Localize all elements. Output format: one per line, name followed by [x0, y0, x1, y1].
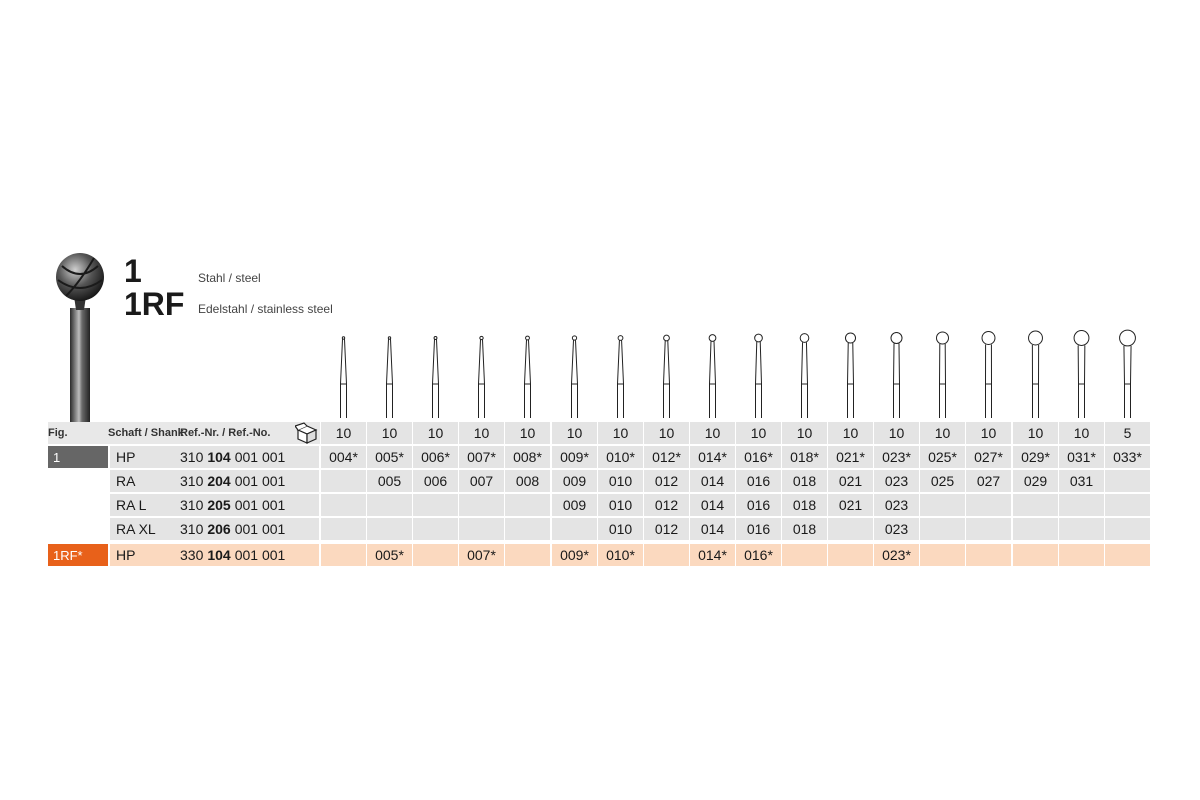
size-cell: 012*	[644, 446, 689, 468]
ref-ref-bold: 104	[207, 449, 231, 465]
size-cell	[1013, 494, 1058, 516]
size-cell: 023	[874, 518, 919, 540]
size-cell	[413, 494, 458, 516]
material-steel-label: Stahl / steel	[198, 271, 261, 285]
product-number: 1	[124, 253, 142, 289]
size-cell	[459, 518, 504, 540]
size-cell	[828, 518, 873, 540]
bur-drawing	[845, 333, 855, 418]
size-cell: 027*	[966, 446, 1011, 468]
ref-ref-post: 001 001	[234, 547, 286, 563]
size-cell: 023*	[874, 446, 919, 468]
ref-ref-bold: 104	[207, 547, 231, 563]
size-cell: 021	[828, 494, 873, 516]
size-cell	[505, 544, 550, 566]
bur-drawing	[1120, 330, 1136, 418]
size-cell	[1105, 470, 1150, 492]
bur-drawing	[982, 332, 995, 418]
ref-ref-bold: 206	[207, 521, 231, 537]
size-cell	[321, 544, 366, 566]
ref-ref-pre: 310	[180, 521, 204, 537]
size-cell: 027	[966, 470, 1011, 492]
size-cell	[459, 494, 504, 516]
size-cell: 012	[644, 518, 689, 540]
size-cell: 033*	[1105, 446, 1150, 468]
size-cell: 016*	[736, 544, 781, 566]
pack-size-cell: 10	[598, 422, 643, 444]
header-shank: Schaft / Shank	[108, 427, 184, 439]
size-cell	[782, 544, 827, 566]
shank-cell: HP	[110, 446, 176, 468]
size-cell: 007*	[459, 446, 504, 468]
size-cell: 009*	[552, 446, 597, 468]
header-ref: Ref.-Nr. / Ref.-No.	[180, 427, 271, 439]
size-cell: 009	[552, 470, 597, 492]
bur-drawing	[800, 334, 809, 418]
ref-ref-pre: 310	[180, 449, 204, 465]
pack-size-cell: 10	[367, 422, 412, 444]
size-cell: 010	[598, 494, 643, 516]
pack-size-cell: 5	[1105, 422, 1150, 444]
material-stainless-label: Edelstahl / stainless steel	[198, 302, 333, 316]
pack-size-cell: 10	[920, 422, 965, 444]
size-cell: 016	[736, 518, 781, 540]
size-cell: 014	[690, 494, 735, 516]
size-cell: 010*	[598, 544, 643, 566]
shank-cell: HP	[110, 544, 176, 566]
size-cell: 018*	[782, 446, 827, 468]
size-cell: 005*	[367, 544, 412, 566]
pack-size-cell: 10	[505, 422, 550, 444]
pack-size-cell: 10	[966, 422, 1011, 444]
size-cell: 006*	[413, 446, 458, 468]
size-cell: 031	[1059, 470, 1104, 492]
size-cell	[1059, 494, 1104, 516]
bur-drawing	[937, 332, 949, 418]
size-cell	[321, 518, 366, 540]
shank-cell: RA XL	[110, 518, 176, 540]
pack-size-cell: 10	[1013, 422, 1058, 444]
ref-ref-pre: 310	[180, 473, 204, 489]
size-cell	[321, 494, 366, 516]
size-cell: 023	[874, 470, 919, 492]
size-cell: 007	[459, 470, 504, 492]
size-cell	[920, 544, 965, 566]
ref-ref-pre: 330	[180, 547, 204, 563]
size-cell: 009	[552, 494, 597, 516]
size-cell	[920, 494, 965, 516]
size-cell: 014*	[690, 544, 735, 566]
bur-drawing	[755, 334, 763, 418]
size-cell	[1105, 494, 1150, 516]
pack-size-cell: 10	[459, 422, 504, 444]
bur-size-drawings	[0, 322, 1200, 422]
bur-drawing	[433, 337, 439, 418]
size-cell	[413, 518, 458, 540]
size-cell: 018	[782, 518, 827, 540]
pack-size-cell: 10	[413, 422, 458, 444]
size-cell	[1105, 518, 1150, 540]
size-cell	[644, 544, 689, 566]
ref-ref-bold: 204	[207, 473, 231, 489]
size-cell	[966, 494, 1011, 516]
size-cell: 008*	[505, 446, 550, 468]
bur-drawing	[525, 336, 531, 418]
header-fig: Fig.	[48, 427, 68, 439]
size-cell: 009*	[552, 544, 597, 566]
size-cell: 012	[644, 494, 689, 516]
size-cell: 025*	[920, 446, 965, 468]
ref-ref-pre: 310	[180, 497, 204, 513]
size-cell: 023*	[874, 544, 919, 566]
bur-drawing	[479, 336, 485, 418]
ref-number-cell	[176, 518, 319, 540]
pack-size-cell: 10	[644, 422, 689, 444]
size-cell: 016*	[736, 446, 781, 468]
size-cell: 005*	[367, 446, 412, 468]
size-cell: 014	[690, 470, 735, 492]
size-cell	[367, 494, 412, 516]
size-cell	[1013, 544, 1058, 566]
size-cell	[1059, 544, 1104, 566]
bur-drawing	[341, 337, 347, 418]
ref-number-cell	[176, 446, 319, 468]
pack-size-cell: 10	[736, 422, 781, 444]
bur-drawing	[709, 335, 716, 418]
size-cell: 029	[1013, 470, 1058, 492]
size-cell: 005	[367, 470, 412, 492]
fig-chip-1: 1	[48, 446, 108, 468]
size-cell: 025	[920, 470, 965, 492]
ref-ref-post: 001 001	[234, 521, 286, 537]
pack-size-cell: 10	[690, 422, 735, 444]
size-cell	[413, 544, 458, 566]
size-cell	[552, 518, 597, 540]
ref-ref-bold: 205	[207, 497, 231, 513]
size-cell: 018	[782, 470, 827, 492]
pack-size-cell: 10	[552, 422, 597, 444]
size-cell: 031*	[1059, 446, 1104, 468]
size-cell	[1105, 544, 1150, 566]
size-cell: 021*	[828, 446, 873, 468]
size-cell: 018	[782, 494, 827, 516]
shank-cell: RA	[110, 470, 176, 492]
size-cell	[966, 544, 1011, 566]
package-icon	[295, 422, 319, 444]
bur-drawing	[891, 332, 902, 418]
pack-size-cell: 10	[828, 422, 873, 444]
ref-number-cell	[176, 544, 319, 566]
bur-drawing	[572, 336, 578, 418]
size-cell: 012	[644, 470, 689, 492]
shank-cell: RA L	[110, 494, 176, 516]
size-cell	[920, 518, 965, 540]
bur-drawing	[387, 337, 393, 418]
fig-chip-rf: 1RF*	[48, 544, 108, 566]
size-cell	[321, 470, 366, 492]
size-cell: 010	[598, 470, 643, 492]
pack-size-cell: 10	[782, 422, 827, 444]
ref-ref-post: 001 001	[234, 449, 286, 465]
size-cell: 021	[828, 470, 873, 492]
size-cell: 008	[505, 470, 550, 492]
product-number-rf: 1RF	[124, 286, 185, 322]
size-cell: 010*	[598, 446, 643, 468]
bur-drawing	[664, 335, 670, 418]
size-cell	[505, 494, 550, 516]
ref-number-cell	[176, 470, 319, 492]
ref-ref-post: 001 001	[234, 497, 286, 513]
size-cell	[367, 518, 412, 540]
size-cell	[505, 518, 550, 540]
size-cell: 016	[736, 470, 781, 492]
size-cell: 014*	[690, 446, 735, 468]
size-cell: 007*	[459, 544, 504, 566]
pack-size-cell: 10	[874, 422, 919, 444]
bur-drawing	[1029, 331, 1043, 418]
ref-number-cell	[176, 494, 319, 516]
size-cell	[828, 544, 873, 566]
size-cell	[966, 518, 1011, 540]
size-cell: 004*	[321, 446, 366, 468]
pack-size-cell: 10	[321, 422, 366, 444]
size-cell: 006	[413, 470, 458, 492]
size-cell: 010	[598, 518, 643, 540]
size-cell: 014	[690, 518, 735, 540]
pack-size-cell: 10	[1059, 422, 1104, 444]
size-cell	[1059, 518, 1104, 540]
bur-drawing	[618, 336, 624, 418]
bur-drawing	[1074, 331, 1089, 418]
size-cell: 023	[874, 494, 919, 516]
size-cell: 029*	[1013, 446, 1058, 468]
size-cell	[1013, 518, 1058, 540]
size-cell: 016	[736, 494, 781, 516]
ref-ref-post: 001 001	[234, 473, 286, 489]
